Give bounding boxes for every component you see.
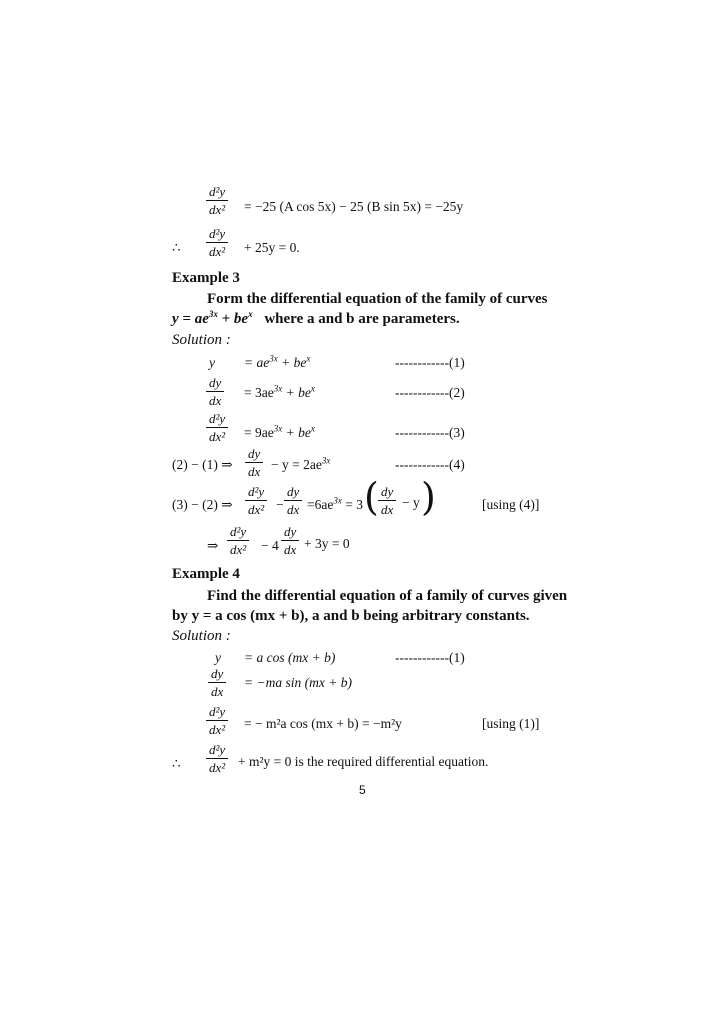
fraction-numerator: dy	[284, 484, 302, 501]
ex3-step6-end: + 3y = 0	[304, 536, 350, 551]
rhs-text: + be	[282, 385, 311, 400]
ex4-step3-rhs: = − m²a cos (mx + b) = −m²y	[244, 716, 402, 731]
page-number: 5	[359, 783, 366, 797]
solution-label: Solution :	[172, 628, 231, 644]
ex3-step3-rhs	[244, 425, 315, 441]
using-note: [using (1)]	[482, 716, 540, 731]
fraction-numerator: dy	[206, 375, 224, 392]
rhs-text: =6ae	[307, 497, 334, 512]
ex3-step5-lhs: (3) − (2) ⇒	[172, 497, 233, 512]
fraction-denominator: dx	[381, 502, 394, 517]
equation-tag-1: ------------(1)	[395, 650, 465, 665]
rhs-text: = 3ae	[244, 385, 274, 400]
rhs-text: = ae	[244, 355, 270, 370]
therefore-symbol: ∴	[172, 756, 181, 771]
ex4-step1-lhs: y	[215, 650, 221, 665]
rhs-text: + be	[277, 355, 307, 370]
rhs-text: − y = 2ae	[271, 457, 322, 472]
fraction-numerator: d²y	[206, 411, 228, 428]
fraction-denominator: dx	[248, 464, 261, 479]
fraction-numerator: dy	[378, 484, 396, 501]
fraction-d2y-dx2	[206, 184, 228, 217]
fraction-dy-dx	[378, 484, 396, 517]
fraction-numerator: d²y	[206, 704, 228, 721]
using-note: [using (4)]	[482, 497, 540, 512]
fraction-denominator: dx²	[209, 722, 226, 737]
exponent: 3x	[321, 455, 331, 466]
fraction-dy-dx	[281, 524, 299, 557]
exponent: 3x	[208, 309, 218, 319]
problem-text: where a and b are parameters.	[264, 311, 460, 327]
ex4-step2-rhs: = −ma sin (mx + b)	[244, 675, 352, 690]
example-4-problem-line-1: Find the differential equation of a family of curves given	[207, 588, 568, 604]
fraction-denominator: dx	[284, 542, 297, 557]
example-3-problem-line-2	[172, 311, 460, 328]
left-parenthesis: (	[364, 475, 379, 519]
fraction-denominator: dx²	[209, 202, 226, 217]
ex3-step2-rhs	[244, 385, 315, 401]
equation-tag-1: ------------(1)	[395, 355, 465, 370]
fraction-denominator: dx	[211, 684, 224, 699]
ex3-step6-mid: − 4	[261, 538, 279, 553]
fraction-denominator: dx²	[230, 542, 247, 557]
rhs-text: = 3	[345, 497, 363, 512]
problem-expression: y = ae	[172, 311, 209, 327]
minus-sign: −	[276, 497, 284, 512]
ex3-step5-inner: − y	[402, 495, 420, 510]
solution-label: Solution :	[172, 332, 231, 348]
fraction-d2y-dx2	[206, 226, 228, 259]
equation-tag-2: ------------(2)	[395, 385, 465, 400]
example-3-heading: Example 3	[172, 270, 240, 286]
exponent: x	[310, 423, 315, 434]
exponent: 3x	[333, 495, 342, 506]
ex4-step1-rhs: = a cos (mx + b)	[244, 650, 336, 665]
example-4-problem-line-2: by y = a cos (mx + b), a and b being arbitrary constants.	[172, 608, 530, 624]
exponent: 3x	[269, 353, 278, 364]
fraction-denominator: dx	[287, 502, 300, 517]
fraction-d2y-dx2	[206, 704, 228, 737]
fraction-dy-dx	[206, 375, 224, 408]
exponent: x	[310, 383, 315, 394]
implies-arrow: ⇒	[207, 538, 219, 553]
rhs-text: + be	[282, 425, 311, 440]
top-equation-2: + 25y = 0.	[244, 240, 300, 255]
right-parenthesis: )	[421, 475, 436, 519]
exponent: x	[248, 309, 253, 319]
ex3-step5-mid	[307, 497, 363, 513]
fraction-denominator: dx	[209, 393, 222, 408]
fraction-denominator: dx²	[209, 244, 226, 259]
problem-expression: + be	[217, 311, 249, 327]
example-4-heading: Example 4	[172, 566, 240, 582]
fraction-dy-dx	[284, 484, 302, 517]
fraction-d2y-dx2	[206, 411, 228, 444]
exponent: 3x	[273, 423, 283, 434]
fraction-numerator: dy	[208, 666, 226, 683]
fraction-denominator: dx²	[209, 760, 226, 775]
fraction-numerator: d²y	[245, 484, 267, 501]
fraction-numerator: dy	[281, 524, 299, 541]
example-3-problem-line-1: Form the differential equation of the family of curves	[207, 291, 548, 307]
fraction-denominator: dx²	[209, 429, 226, 444]
fraction-numerator: d²y	[206, 184, 228, 201]
fraction-numerator: d²y	[227, 524, 249, 541]
ex3-step4-rhs	[271, 457, 330, 473]
fraction-d2y-dx2	[227, 524, 249, 557]
fraction-dy-dx	[245, 446, 263, 479]
fraction-numerator: dy	[245, 446, 263, 463]
fraction-numerator: d²y	[206, 742, 228, 759]
fraction-d2y-dx2	[206, 742, 228, 775]
rhs-text: = 9ae	[244, 425, 274, 440]
ex3-step4-lhs: (2) − (1) ⇒	[172, 457, 233, 472]
fraction-denominator: dx²	[248, 502, 265, 517]
exponent: x	[306, 353, 311, 364]
equation-tag-3: ------------(3)	[395, 425, 465, 440]
equation-tag-4: ------------(4)	[395, 457, 465, 472]
fraction-d2y-dx2	[245, 484, 267, 517]
therefore-symbol: ∴	[172, 240, 181, 255]
ex4-step4-rhs: + m²y = 0 is the required differential equation.	[238, 754, 489, 769]
fraction-numerator: d²y	[206, 226, 228, 243]
fraction-dy-dx	[208, 666, 226, 699]
ex3-step1-rhs	[244, 355, 310, 371]
top-equation-1: = −25 (A cos 5x) − 25 (B sin 5x) = −25y	[244, 199, 464, 214]
ex3-step1-lhs: y	[209, 355, 215, 370]
exponent: 3x	[273, 383, 283, 394]
